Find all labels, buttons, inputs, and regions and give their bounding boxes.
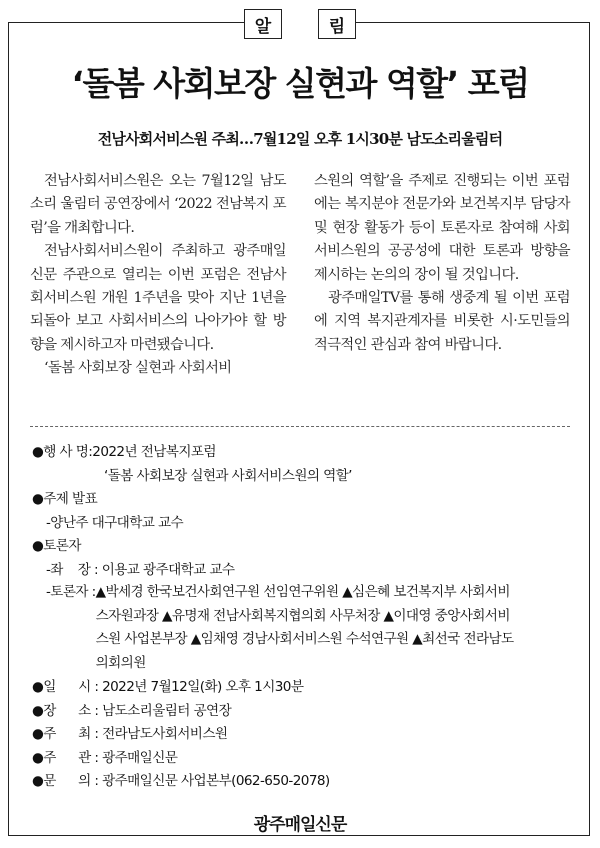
- host-row: [32, 722, 572, 746]
- host-value: 전라남도사회서비스원: [102, 726, 228, 742]
- date-row: [32, 675, 572, 699]
- subheadline: 전남사회서비스원 주최…7월12일 오후 1시30분 남도소리울림터: [97, 130, 503, 148]
- place-label: ●장 소 :: [32, 702, 103, 719]
- debaters-row: [32, 534, 572, 558]
- paragraph: 광주매일TV를 통해 생중계 될 이번 포럼에 지역 복지관계자를 비롯한 시·도민들의 적극적인 관심과 참여 바랍니다.: [314, 290, 570, 353]
- organizer-label: ●주 관 :: [32, 749, 103, 766]
- date-value: 2022년 7월12일(화) 오후 1시30분: [102, 679, 304, 695]
- article-body: [30, 170, 570, 381]
- event-row: [32, 440, 572, 464]
- paragraph: 전남사회서비스원은 오는 7월12일 남도소리 울림터 공연장에서 ‘2022 전남복지 포럼’을 개최합니다.: [30, 173, 286, 236]
- dashed-divider: [30, 426, 570, 427]
- paragraph: 전남사회서비스원이 주최하고 광주매일신문 주관으로 열리는 이번 포럼은 전남사회서비스원 개원 1주년을 맞아 지난 1년을 되돌아 보고 사회서비스의 나아가야 할 방향을 제시하고자 마련됐습니다.: [30, 243, 286, 353]
- badge-char-2: 림: [318, 9, 356, 39]
- place-row: [32, 699, 572, 723]
- article-left-column: [30, 170, 286, 381]
- contact-label: ●문 의 :: [32, 773, 103, 789]
- paragraph: ‘돌봄 사회보장 실현과 사회서비: [44, 360, 232, 377]
- panel-value: ▲박세경 한국보건사회연구원 선임연구위원 ▲심은혜 보건복지부 사회서비스자원과장 ▲유명재 전남사회복지협의회 사무처장 ▲이대영 중앙사회서비스원 사업본부장 ▲임채영 경남사회서비스원 수석연구원 ▲최선국 전라남도의회의원: [95, 584, 514, 671]
- topic-value: -양난주 대구대학교 교수: [46, 514, 184, 531]
- contact-row: [32, 769, 572, 793]
- debaters-label: ●토론자: [32, 538, 81, 554]
- publisher-name: 광주매일신문: [226, 810, 374, 835]
- notice-badge: [244, 6, 356, 42]
- place-value: 남도소리울림터 공연장: [102, 702, 232, 719]
- panel-row: [32, 581, 572, 675]
- paragraph: 스원의 역할’을 주제로 진행되는 이번 포럼에는 복지분야 전문가와 보건복지부 담당자 및 현장 활동가 등이 토론자로 참여해 사회서비스원의 공공성에 대한 토론과 방향을 제시하는 논의의 장이 될 것입니다.: [314, 173, 570, 283]
- event-value-2: ‘돌봄 사회보장 실현과 사회서비스원의 역할’: [104, 467, 352, 484]
- event-value: 2022년 전남복지포럼: [92, 444, 216, 460]
- organizer-row: [32, 746, 572, 770]
- article-right-column: [314, 170, 570, 381]
- chair-row: [32, 558, 572, 582]
- organizer-value: 광주매일신문: [102, 749, 178, 766]
- topic-value-row: [32, 511, 572, 535]
- host-label: ●주 최 :: [32, 726, 103, 742]
- topic-label: ●주제 발표: [32, 491, 98, 507]
- chair-value: 이용교 광주대학교 교수: [101, 561, 235, 578]
- contact-value: 광주매일신문 사업본부(062-650-2078): [102, 773, 330, 789]
- date-label: ●일 시 :: [32, 679, 103, 695]
- event-row-2: [32, 464, 572, 488]
- event-label: ●행 사 명:: [32, 444, 93, 460]
- panel-label: -토론자 :: [46, 584, 96, 600]
- event-info: [32, 440, 572, 793]
- badge-char-1: 알: [244, 9, 282, 39]
- headline: ‘돌봄 사회보장 실현과 역할’ 포럼: [71, 64, 529, 103]
- chair-label: -좌 장 :: [46, 561, 102, 578]
- topic-row: [32, 487, 572, 511]
